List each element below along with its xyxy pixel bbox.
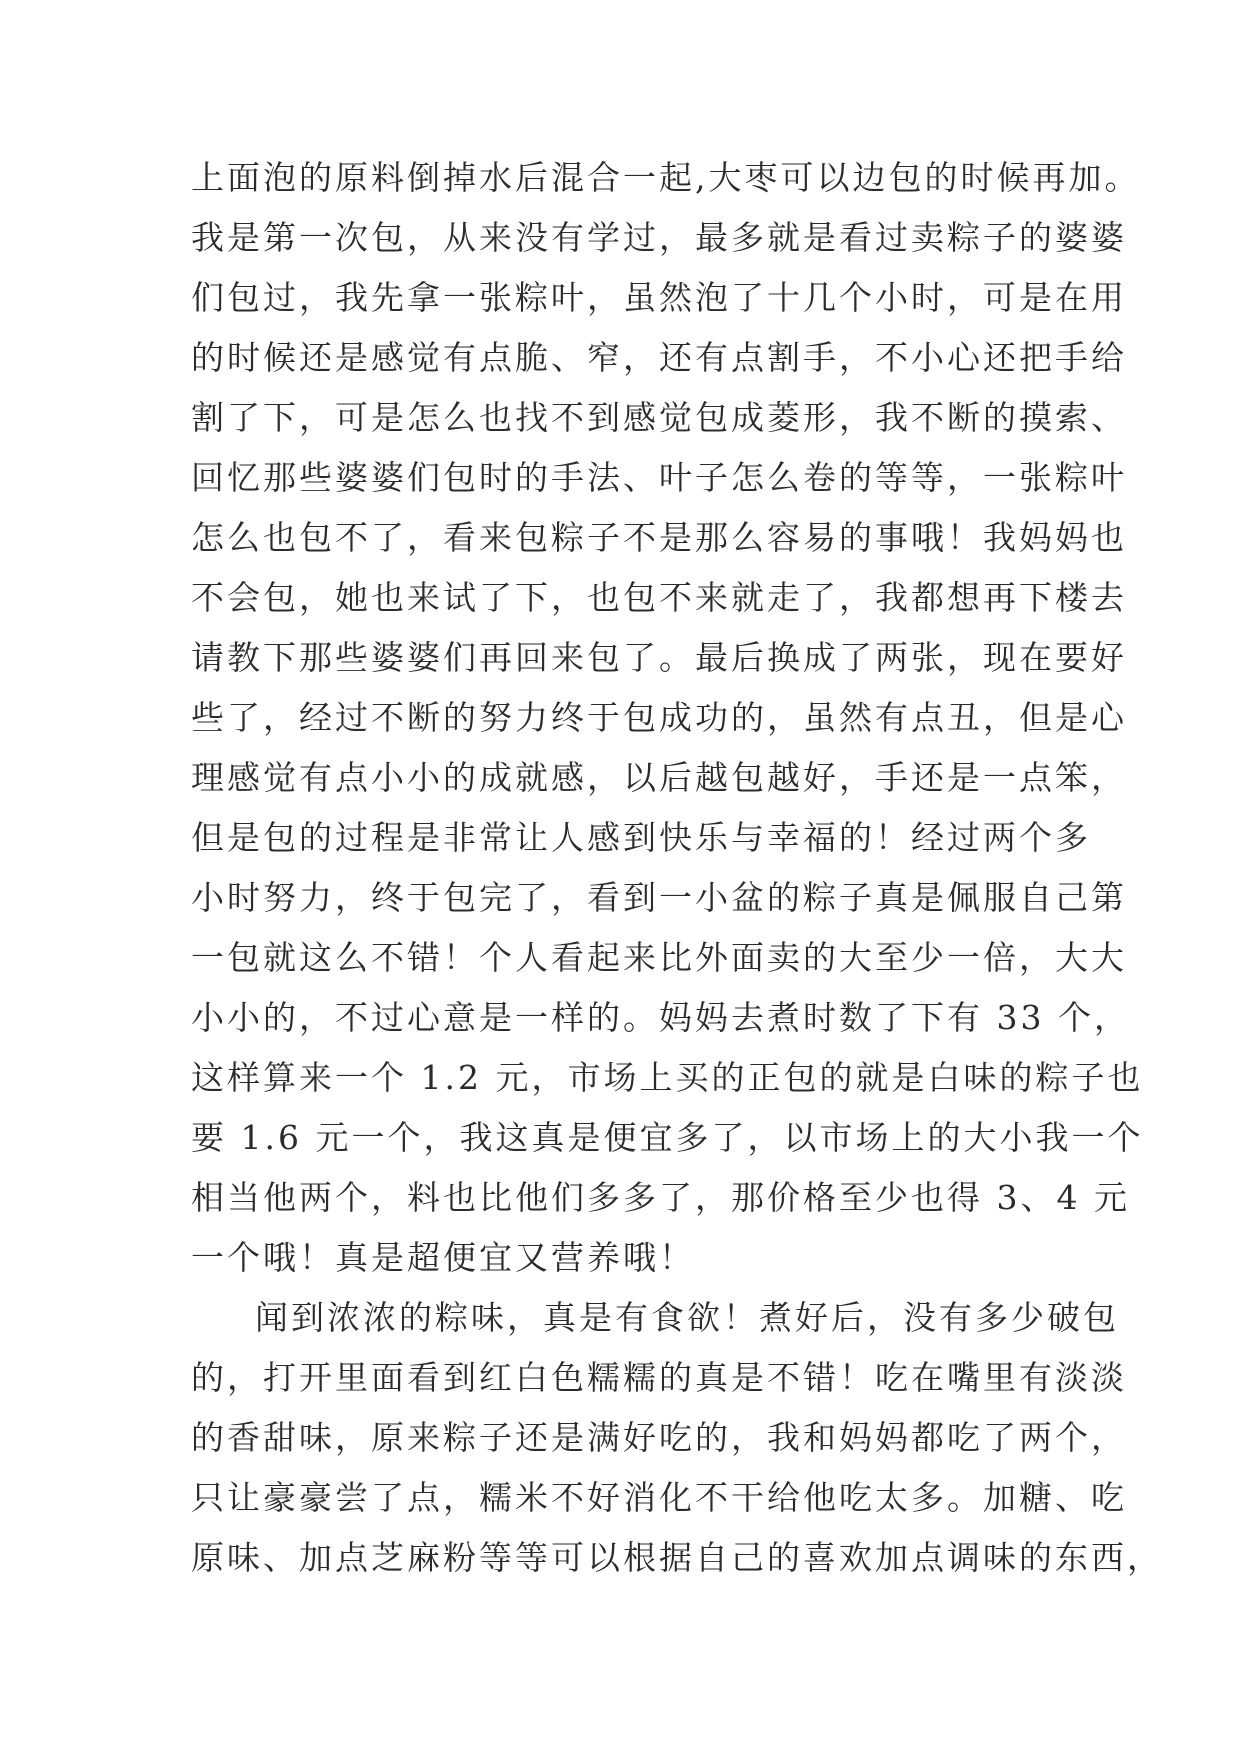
text-line: 小时努力，终于包完了，看到一小盆的粽子真是佩服自己第 <box>191 878 1127 917</box>
text-line: 小小的，不过心意是一样的。妈妈去煮时数了下有 33 个， <box>191 998 1130 1037</box>
text-line: 要 1.6 元一个，我这真是便宜多了，以市场上的大小我一个 <box>191 1118 1144 1157</box>
text-line: 一个哦！真是超便宜又营养哦！ <box>191 1238 695 1277</box>
text-line: 不会包，她也来试了下，也包不来就走了，我都想再下楼去 <box>191 578 1127 617</box>
text-line: 相当他两个，料也比他们多多了，那价格至少也得 3、4 元 <box>191 1178 1130 1217</box>
text-line: 一包就这么不错！个人看起来比外面卖的大至少一倍，大大 <box>191 938 1127 977</box>
text-line: 理感觉有点小小的成就感，以后越包越好，手还是一点笨， <box>191 758 1127 797</box>
text-line: 割了下，可是怎么也找不到感觉包成菱形，我不断的摸索、 <box>191 398 1127 437</box>
text-line: 上面泡的原料倒掉水后混合一起,大枣可以边包的时候再加。 <box>191 158 1141 197</box>
text-line: 的香甜味，原来粽子还是满好吃的，我和妈妈都吃了两个， <box>191 1418 1127 1457</box>
text-line: 些了，经过不断的努力终于包成功的，虽然有点丑，但是心 <box>191 698 1127 737</box>
text-line: 的时候还是感觉有点脆、窄，还有点割手，不小心还把手给 <box>191 338 1127 377</box>
text-line: 但是包的过程是非常让人感到快乐与幸福的！经过两个多 <box>191 818 1091 857</box>
text-line: 怎么也包不了，看来包粽子不是那么容易的事哦！我妈妈也 <box>191 518 1127 557</box>
text-line: 的，打开里面看到红白色糯糯的真是不错！吃在嘴里有淡淡 <box>191 1358 1127 1397</box>
text-line: 们包过，我先拿一张粽叶，虽然泡了十几个小时，可是在用 <box>191 278 1127 317</box>
paragraph-first-line: 闻到浓浓的粽味，真是有食欲！煮好后，没有多少破包 <box>255 1298 1119 1337</box>
text-line: 我是第一次包，从来没有学过，最多就是看过卖粽子的婆婆 <box>191 218 1127 257</box>
text-line: 只让豪豪尝了点，糯米不好消化不干给他吃太多。加糖、吃 <box>191 1478 1127 1517</box>
text-line: 回忆那些婆婆们包时的手法、叶子怎么卷的等等，一张粽叶 <box>191 458 1127 497</box>
text-line: 原味、加点芝麻粉等等可以根据自己的喜欢加点调味的东西， <box>191 1538 1163 1577</box>
text-line: 请教下那些婆婆们再回来包了。最后换成了两张，现在要好 <box>191 638 1127 677</box>
text-line: 这样算来一个 1.2 元，市场上买的正包的就是白味的粽子也 <box>191 1058 1144 1097</box>
